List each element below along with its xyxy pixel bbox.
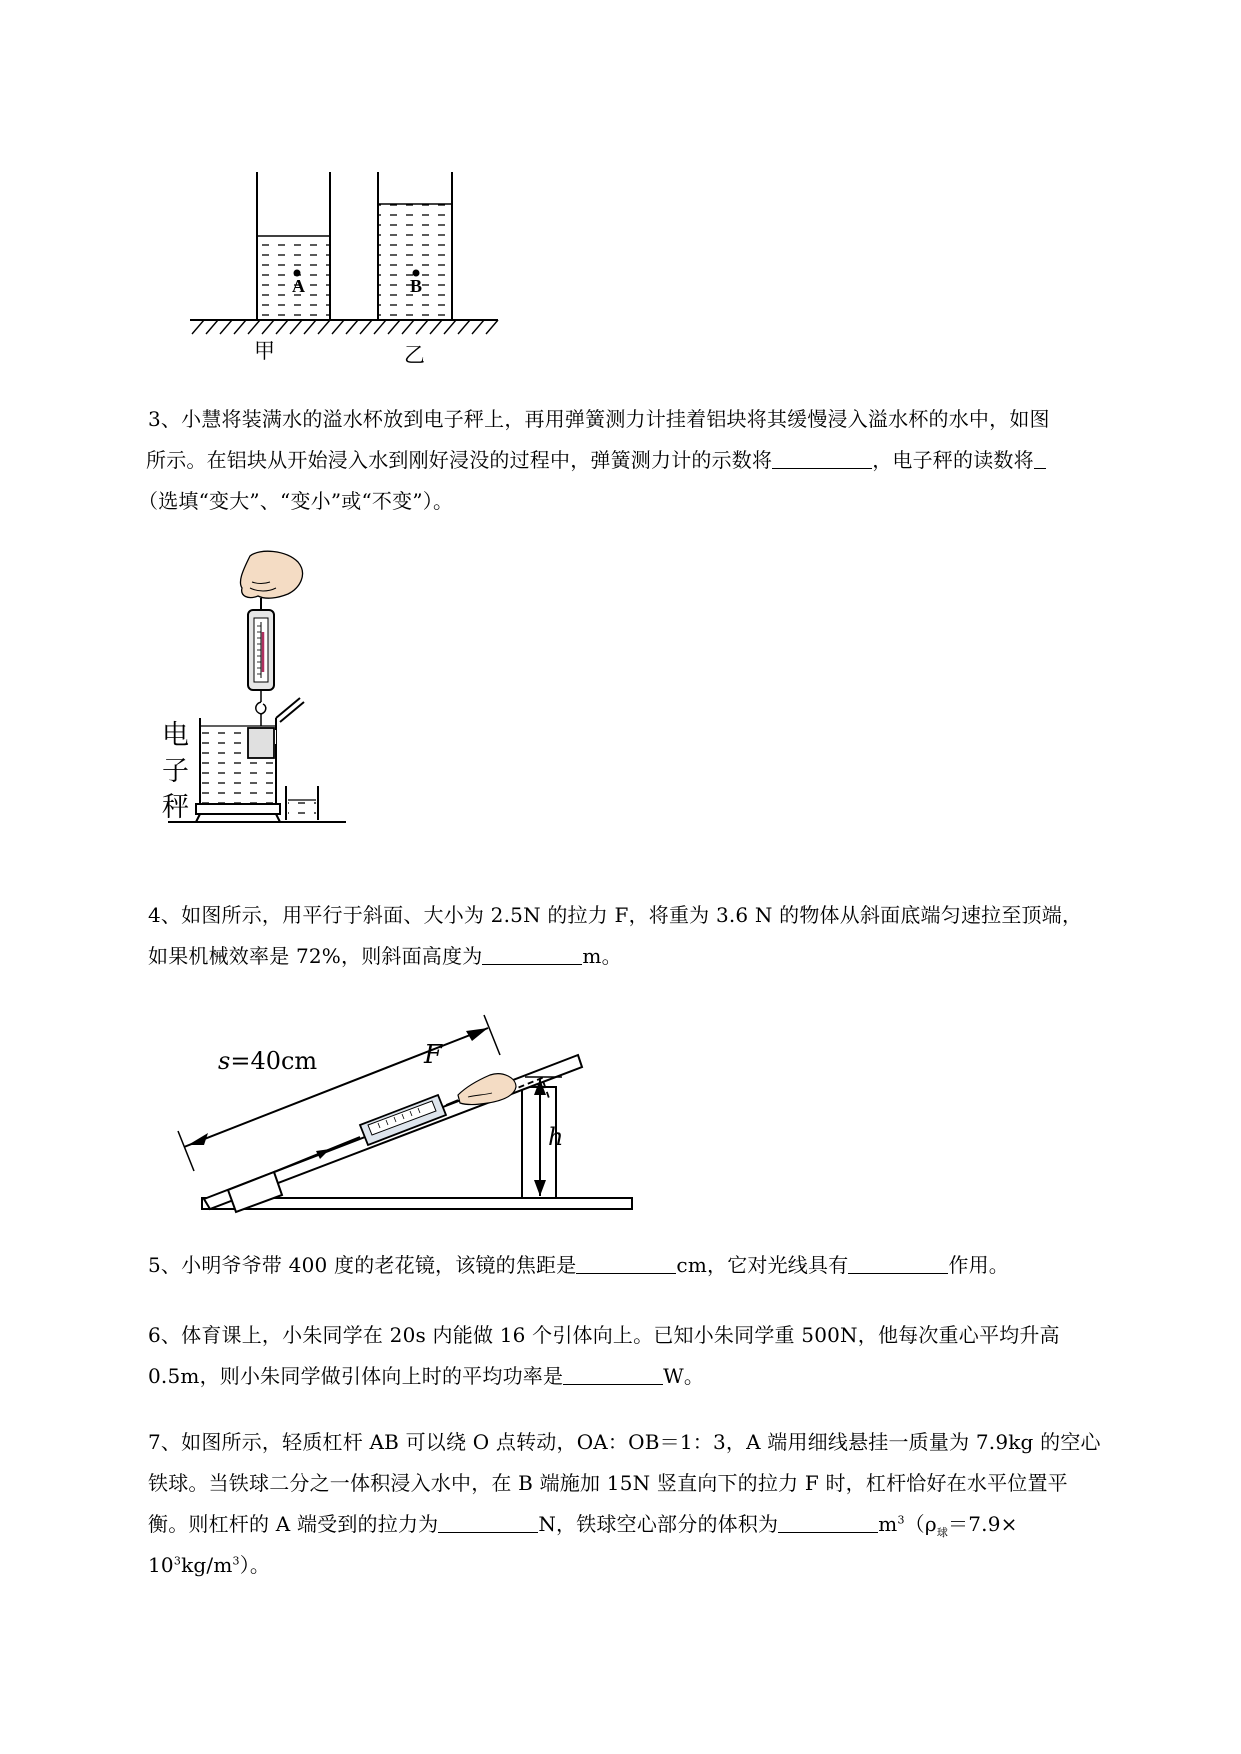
question-6 <box>148 1315 1158 1397</box>
scale-label-3: 秤 <box>162 792 189 823</box>
beakers-figure <box>180 160 520 370</box>
overflow-cup <box>200 698 304 804</box>
scale-label-2: 子 <box>162 756 189 787</box>
spring-scale-icon <box>248 598 274 726</box>
s-symbol: s <box>218 1047 231 1075</box>
q3-line-1: 3、小慧将装满水的溢水杯放到电子秤上，再用弹簧测力计挂着铝块将其缓慢浸入溢水杯的水中，如图 <box>148 407 1050 431</box>
incline-figure <box>170 1005 650 1220</box>
q3-line-3: （选填“变大”、“变小”或“不变”）。 <box>138 489 454 513</box>
q5-blank-2[interactable] <box>848 1252 948 1274</box>
beaker-yi <box>378 172 452 319</box>
incline-hand-icon <box>458 1074 516 1105</box>
beaker-label-b: B <box>410 276 423 296</box>
scale-label-1: 电 <box>162 720 189 751</box>
question-3 <box>138 399 1158 522</box>
question-4 <box>148 895 1158 977</box>
q7-blank-2[interactable] <box>778 1511 878 1533</box>
q6-blank[interactable] <box>563 1363 663 1385</box>
ground-hatching <box>192 320 498 334</box>
svg-text:s=40cm <box>218 1047 317 1075</box>
s-value: =40cm <box>230 1047 318 1075</box>
spring-scale-figure <box>162 548 398 868</box>
q3-line-2: 所示。在铝块从开始浸入水到刚好浸没的过程中，弹簧测力计的示数将 ，电子秤的读数将 <box>146 440 1158 481</box>
q6-line-1: 6、体育课上，小朱同学在 20s 内能做 16 个引体向上。已知小朱同学重 500N，他每次重心平均升高 <box>148 1323 1060 1347</box>
q7-line-3: 衡。则杠杆的 A 端受到的拉力为 N，铁球空心部分的体积为 $m^3(\rho_球=7.9\times$ <box>148 1512 1018 1539</box>
q7-blank-1[interactable] <box>438 1511 538 1533</box>
q7-line-2: 铁球。当铁球二分之一体积浸入水中，在 B 端施加 15N 竖直向下的拉力 F 时，杠杆恰好在水平位置平 <box>148 1471 1068 1495</box>
electronic-scale <box>168 804 346 822</box>
q4-blank[interactable] <box>482 943 582 965</box>
beaker-jia <box>257 172 330 319</box>
question-5: 5、小明爷爷带 400 度的老花镜，该镜的焦距是 cm，它对光线具有 作用。 <box>148 1253 1009 1277</box>
aluminum-block <box>248 728 274 758</box>
caption-yi: 乙 <box>404 343 425 367</box>
q7-line-4: $10^3kg/m^3$）。 <box>148 1553 271 1577</box>
q6-line-2: 0.5m，则小朱同学做引体向上时的平均功率是 W。 <box>148 1364 705 1388</box>
q3-blank-2[interactable] <box>1034 447 1046 469</box>
hand-icon <box>240 551 302 598</box>
height-label: h <box>548 1123 564 1151</box>
caption-jia: 甲 <box>254 339 275 363</box>
question-7 <box>148 1422 1158 1586</box>
beaker-label-a: A <box>292 276 305 296</box>
q4-line-1: 4、如图所示，用平行于斜面、大小为 2.5N 的拉力 F，将重为 3.6 N 的物体从斜面底端匀速拉至顶端， <box>148 903 1083 927</box>
q7-line-1: 7、如图所示，轻质杠杆 AB 可以绕 O 点转动，OA：OB＝1：3，A 端用细线悬挂一质量为 7.9kg 的空心 <box>148 1430 1101 1454</box>
q4-line-2: 如果机械效率是 72%，则斜面高度为 m。 <box>148 944 622 968</box>
force-label: F <box>424 1040 443 1070</box>
small-beaker <box>286 786 318 820</box>
q5-blank-1[interactable] <box>576 1252 676 1274</box>
q3-blank-1[interactable] <box>772 447 872 469</box>
